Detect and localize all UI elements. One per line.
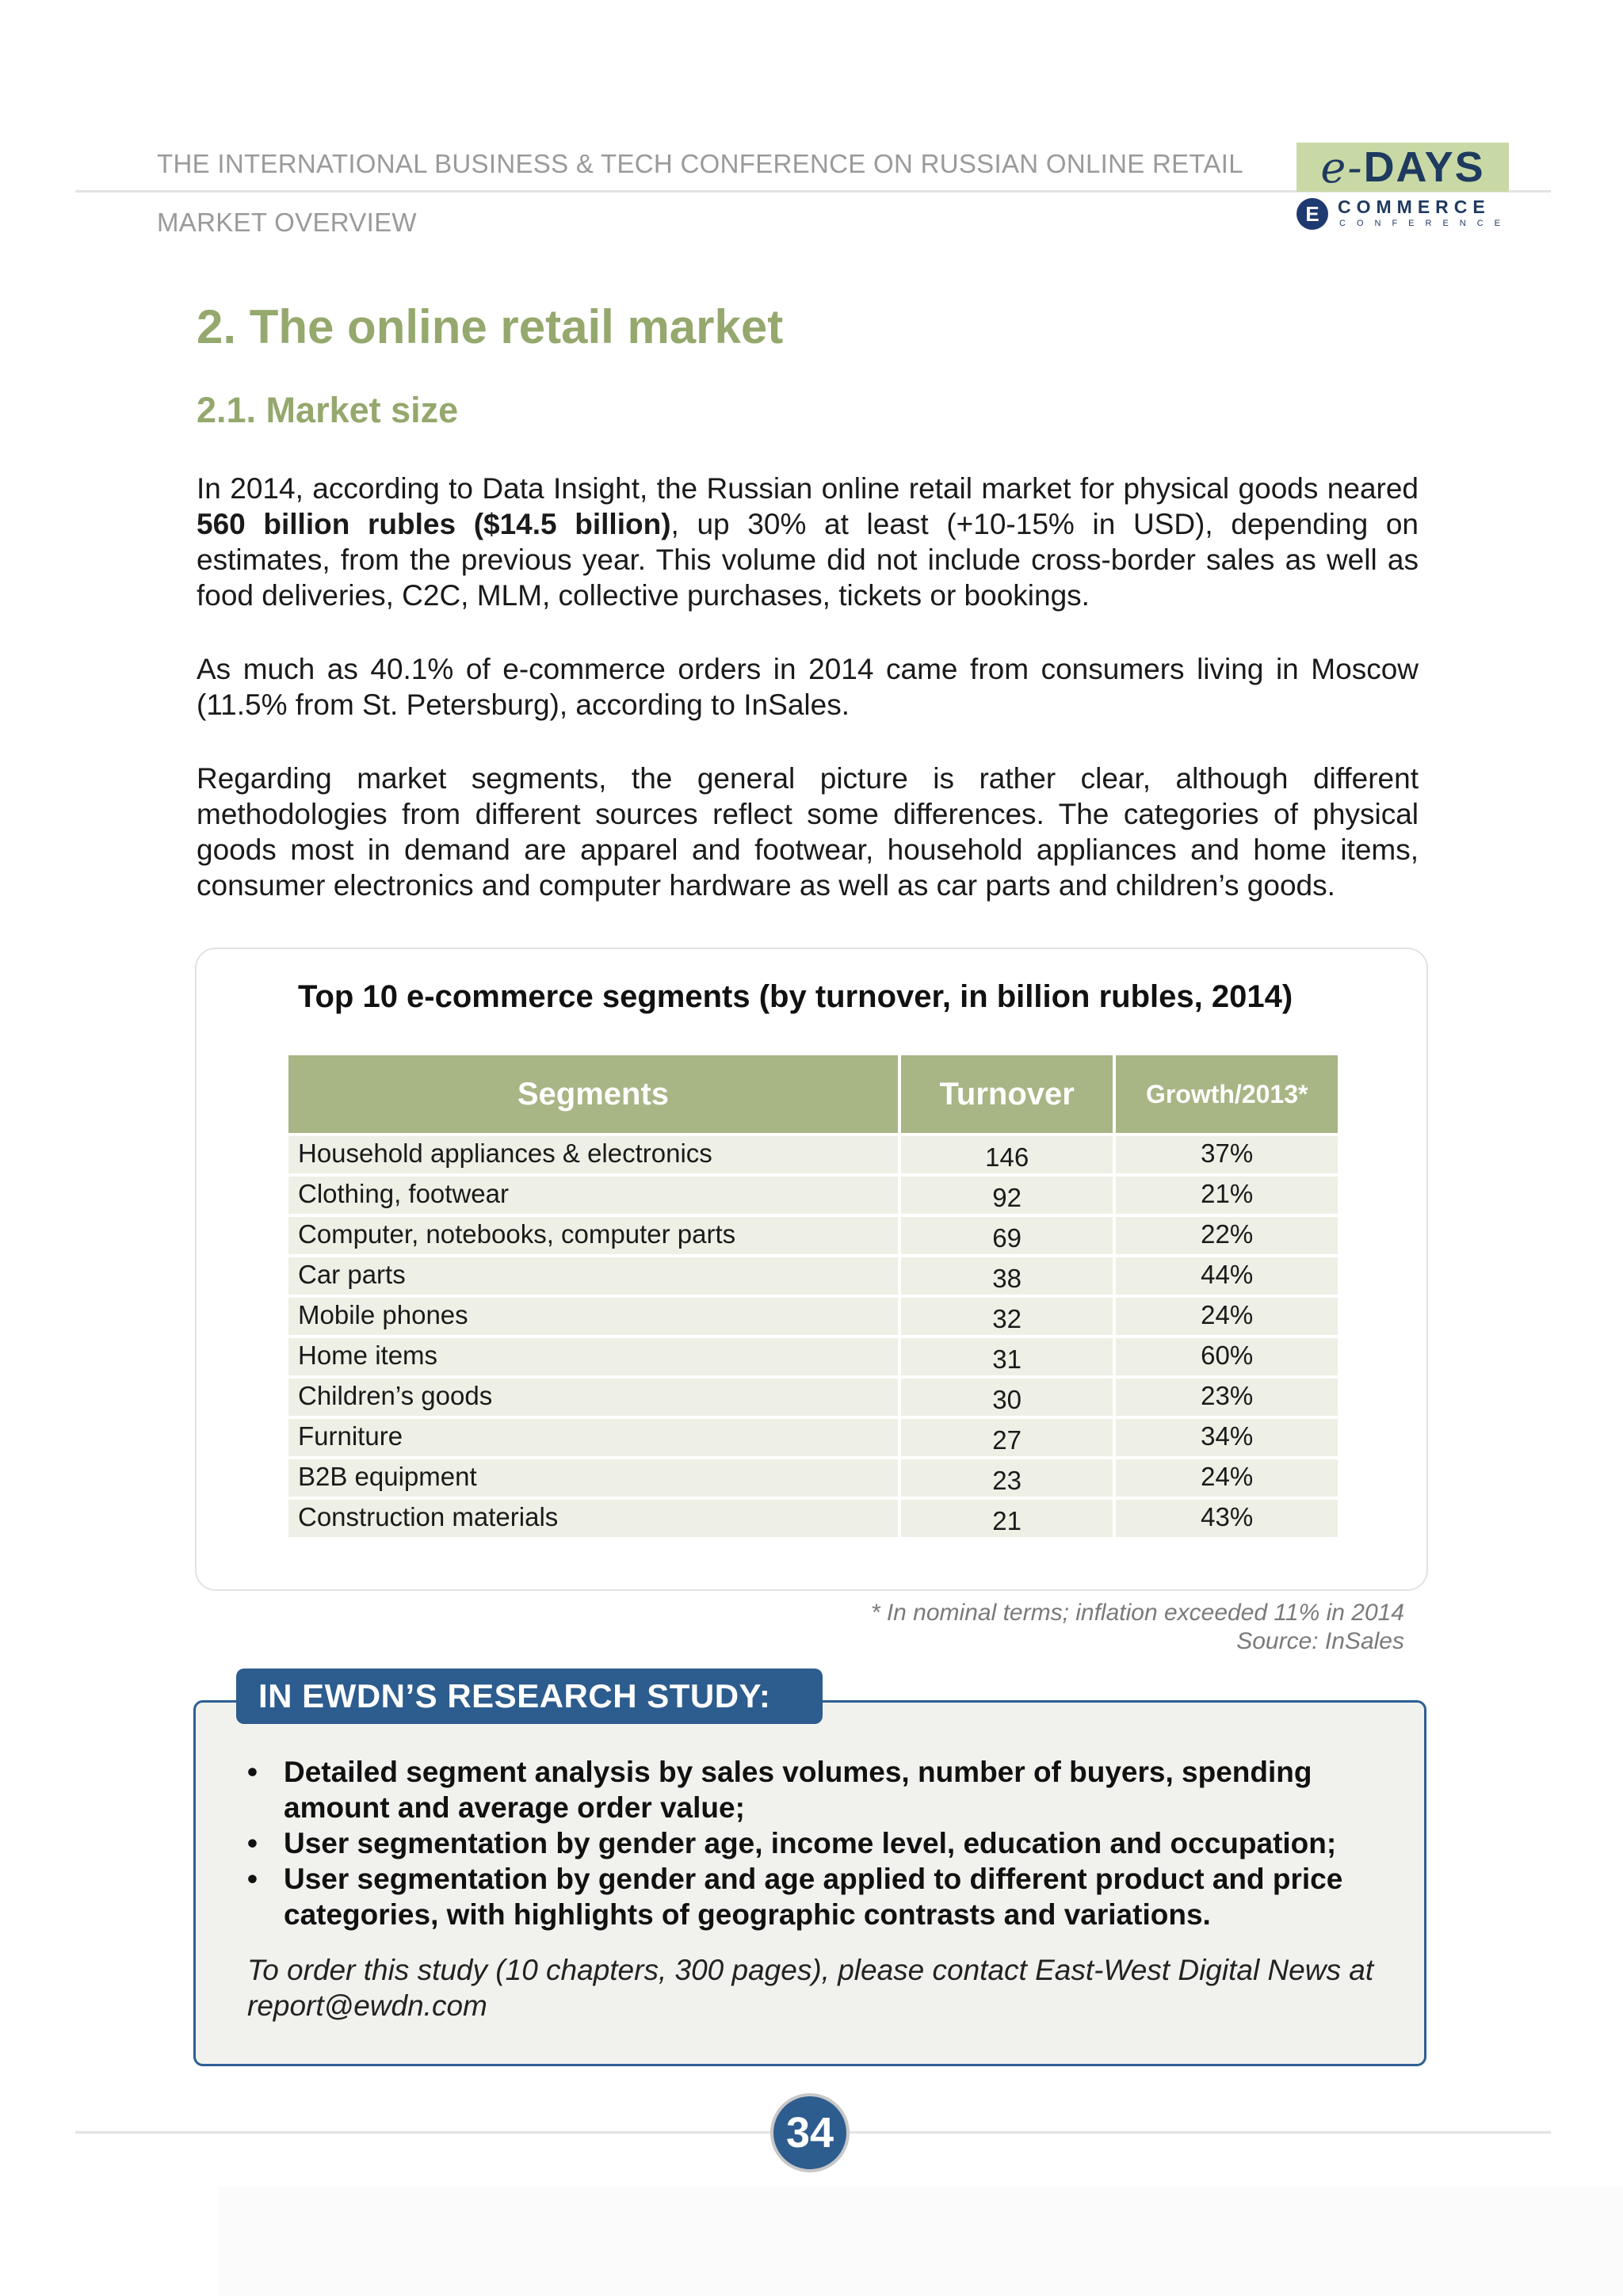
column-header-segments: Segments: [288, 1055, 898, 1133]
turnover-cell: 92: [901, 1177, 1113, 1214]
edays-logo: [1296, 143, 1510, 235]
turnover-cell: 146: [901, 1136, 1113, 1173]
table-row: [288, 1136, 1338, 1173]
research-study-bullets: [247, 1754, 1388, 1932]
segment-cell: Children’s goods: [288, 1379, 898, 1416]
table-row: [288, 1379, 1338, 1416]
paragraph-moscow-orders: As much as 40.1% of e-commerce orders in 2014 came from consumers living in Moscow (11.5% from St. Petersburg), according to InSales.: [197, 653, 1419, 721]
segment-cell: Construction materials: [288, 1500, 898, 1537]
table-header-row: [288, 1055, 1338, 1133]
segment-cell: Car parts: [288, 1257, 898, 1295]
segment-cell: Clothing, footwear: [288, 1177, 898, 1214]
growth-cell: 43%: [1116, 1500, 1338, 1537]
section-heading: 2. The online retail market: [197, 300, 784, 353]
segments-table: [285, 1052, 1341, 1540]
logo-commerce: COMMERCE: [1338, 196, 1491, 217]
table-row: [288, 1500, 1338, 1537]
page-bottom-shade: [219, 2187, 1623, 2296]
growth-cell: 22%: [1116, 1217, 1338, 1254]
growth-cell: 34%: [1116, 1419, 1338, 1456]
bullet-item: • Detailed segment analysis by sales volumes, number of buyers, spending amount and average order value;: [247, 1754, 1388, 1825]
column-header-growth: Growth/2013*: [1116, 1055, 1338, 1133]
growth-cell: 23%: [1116, 1379, 1338, 1416]
growth-cell: 60%: [1116, 1338, 1338, 1375]
turnover-cell: 38: [901, 1257, 1113, 1295]
turnover-cell: 21: [901, 1500, 1113, 1537]
paragraph-1-text-a: In 2014, according to Data Insight, the Russian online retail market for physical goods neared: [197, 472, 1419, 505]
paragraph-market-size: [197, 471, 1419, 613]
segment-cell: Furniture: [288, 1419, 898, 1456]
growth-cell: 37%: [1116, 1136, 1338, 1173]
table-row: [288, 1419, 1338, 1456]
growth-cell: 21%: [1116, 1177, 1338, 1214]
segment-cell: B2B equipment: [288, 1459, 898, 1497]
paragraph-1-text-b: , up 30% at least (+10-15% in USD), depending on estimates, from the previous year. This volume did not include cross-border sales as well as food deliveries, C2C, MLM, collective purchases, tickets or bookings.: [197, 508, 1419, 612]
turnover-cell: 69: [901, 1217, 1113, 1254]
turnover-cell: 32: [901, 1298, 1113, 1335]
logo-conference: CONFERENCE: [1339, 219, 1512, 228]
turnover-cell: 23: [901, 1459, 1113, 1497]
growth-cell: 24%: [1116, 1298, 1338, 1335]
bullet-item: • User segmentation by gender and age applied to different product and price categories, with highlights of geographic contrasts and variations.: [247, 1861, 1388, 1932]
turnover-cell: 30: [901, 1379, 1113, 1416]
inflation-note: * In nominal terms; inflation exceeded 11% in 2014: [870, 1600, 1404, 1626]
segment-cell: Computer, notebooks, computer parts: [288, 1217, 898, 1254]
table-row: [288, 1177, 1338, 1214]
growth-cell: 44%: [1116, 1257, 1338, 1295]
table-body: [288, 1136, 1338, 1537]
order-contact-text: To order this study (10 chapters, 300 pages), please contact East-West Digital News at report@ewdn.com: [247, 1954, 1374, 2022]
logo-prefix: e-: [1320, 142, 1364, 193]
section-label: MARKET OVERVIEW: [157, 208, 417, 237]
paragraph-segments: Regarding market segments, the general picture is rather clear, although different methodologies from different sources reflect some differences. The categories of physical goods most in demand are apparel and footwear, household appliances and home items, consumer electronics and computer hardware as well as car parts and children’s goods.: [197, 762, 1419, 902]
logo-wordmark: [1296, 143, 1509, 192]
logo-e-badge: E: [1296, 198, 1328, 230]
logo-main: DAYS: [1363, 143, 1485, 191]
table-row: [288, 1338, 1338, 1375]
source-note: Source: InSales: [1236, 1628, 1404, 1654]
table-row: [288, 1298, 1338, 1335]
table-footnote: [871, 1599, 1404, 1656]
segment-cell: Mobile phones: [288, 1298, 898, 1335]
growth-cell: 24%: [1116, 1459, 1338, 1497]
table-row: [288, 1217, 1338, 1254]
page-number: 34: [770, 2093, 850, 2172]
segment-cell: Household appliances & electronics: [288, 1136, 898, 1173]
table-row: [288, 1257, 1338, 1295]
column-header-turnover: Turnover: [901, 1055, 1113, 1133]
segment-cell: Home items: [288, 1338, 898, 1375]
turnover-cell: 31: [901, 1338, 1113, 1375]
paragraph-1-highlight: 560 billion rubles ($14.5 billion): [197, 508, 671, 540]
turnover-cell: 27: [901, 1419, 1113, 1456]
bullet-item: • User segmentation by gender age, income level, education and occupation;: [247, 1825, 1388, 1861]
subsection-heading: 2.1. Market size: [197, 390, 459, 430]
conference-header: THE INTERNATIONAL BUSINESS & TECH CONFERENCE ON RUSSIAN ONLINE RETAIL: [157, 149, 1243, 178]
research-study-title: IN EWDN’S RESEARCH STUDY:: [236, 1669, 823, 1724]
table-title: Top 10 e-commerce segments (by turnover, in billion rubles, 2014): [298, 979, 1293, 1014]
table-row: [288, 1459, 1338, 1497]
